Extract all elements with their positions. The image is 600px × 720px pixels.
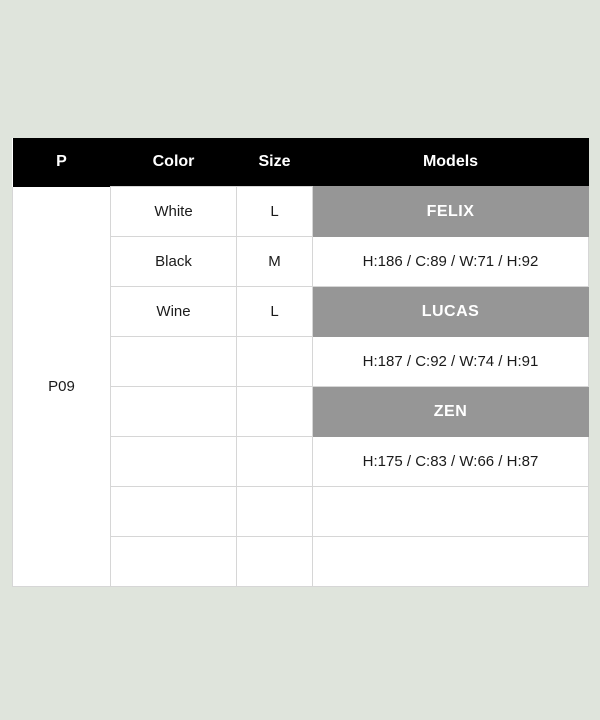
- column-header-size: Size: [237, 138, 313, 187]
- model-measurements-cell: H:186 / C:89 / W:71 / H:92: [313, 237, 589, 287]
- table-row: [13, 187, 589, 237]
- color-cell: [111, 537, 237, 587]
- color-cell: [111, 487, 237, 537]
- model-name-cell: ZEN: [313, 387, 589, 437]
- size-cell: M: [237, 237, 313, 287]
- color-cell: [111, 387, 237, 437]
- model-measurements-cell: H:175 / C:83 / W:66 / H:87: [313, 437, 589, 487]
- size-cell: [237, 487, 313, 537]
- product-code-cell: P09: [13, 187, 111, 587]
- table-header: [13, 138, 589, 187]
- size-cell: [237, 537, 313, 587]
- column-header-models: Models: [313, 138, 589, 187]
- model-empty-cell: [313, 537, 589, 587]
- size-cell: L: [237, 187, 313, 237]
- table-header-row: [13, 138, 589, 187]
- color-cell: [111, 337, 237, 387]
- size-cell: [237, 387, 313, 437]
- table-body: [13, 187, 589, 587]
- size-cell: [237, 437, 313, 487]
- color-cell: White: [111, 187, 237, 237]
- model-empty-cell: [313, 487, 589, 537]
- model-name-cell: FELIX: [313, 187, 589, 237]
- color-cell: Wine: [111, 287, 237, 337]
- model-name-cell: LUCAS: [313, 287, 589, 337]
- size-cell: L: [237, 287, 313, 337]
- size-cell: [237, 337, 313, 387]
- product-spec-table: [12, 138, 589, 587]
- column-header-product: P: [13, 138, 111, 187]
- product-spec-table-container: [12, 138, 588, 587]
- model-measurements-cell: H:187 / C:92 / W:74 / H:91: [313, 337, 589, 387]
- column-header-color: Color: [111, 138, 237, 187]
- color-cell: Black: [111, 237, 237, 287]
- color-cell: [111, 437, 237, 487]
